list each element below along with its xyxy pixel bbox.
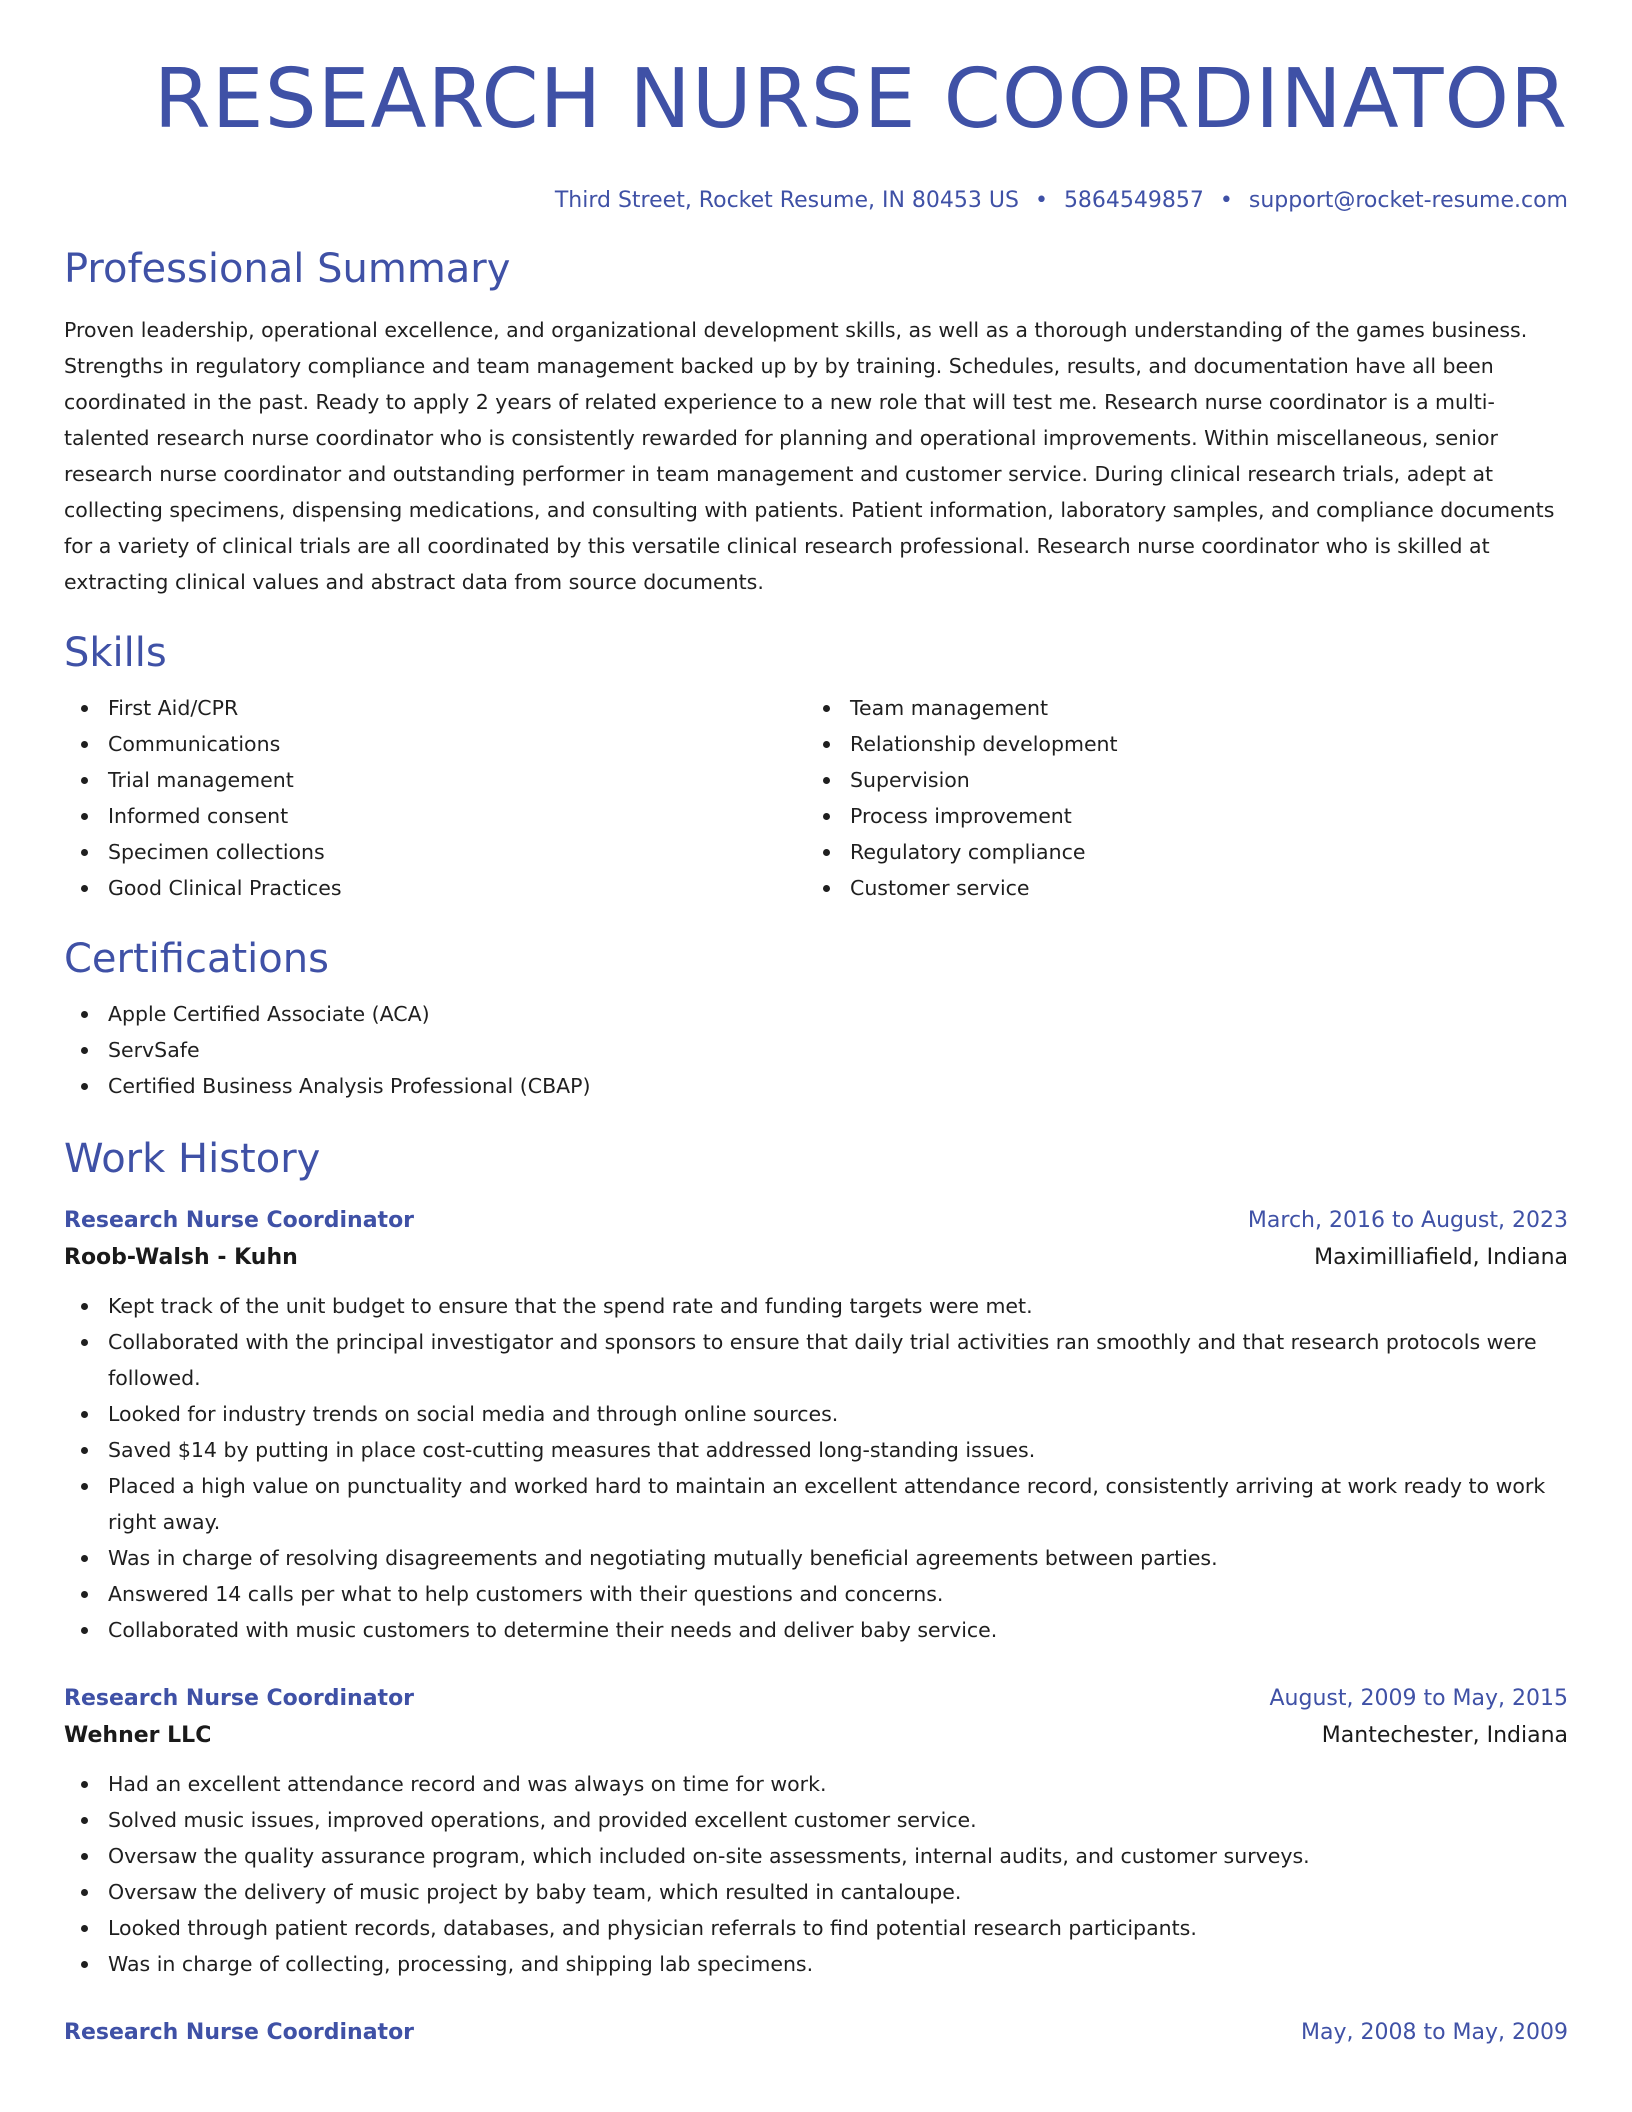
skill-item: Good Clinical Practices — [64, 870, 806, 906]
job-bullet: Had an excellent attendance record and was always on time for work. — [64, 1766, 1568, 1802]
job-dates: March, 2016 to August, 2023 — [1247, 1208, 1568, 1233]
job-bullet: Answered 14 calls per what to help customers with their questions and concerns. — [64, 1576, 1568, 1612]
skills-columns — [64, 690, 1568, 906]
job-entry — [64, 1204, 1568, 1648]
work-history-section — [64, 1134, 1568, 2050]
job-company: Roob-Walsh - Kuhn — [64, 1245, 298, 1270]
job-title-row — [64, 1682, 1568, 1716]
skill-item: Process improvement — [806, 798, 1548, 834]
skill-item: Informed consent — [64, 798, 806, 834]
skill-item: Regulatory compliance — [806, 834, 1548, 870]
job-company: Wehner LLC — [64, 1723, 212, 1748]
job-title: Research Nurse Coordinator — [64, 2020, 415, 2045]
job-dates: August, 2009 to May, 2015 — [1269, 1686, 1568, 1711]
contact-address: Third Street, Rocket Resume, IN 80453 US — [554, 188, 1019, 213]
job-dates: May, 2008 to May, 2009 — [1301, 2020, 1568, 2045]
certifications-heading: Certifications — [64, 936, 329, 982]
contact-email[interactable]: support@rocket-resume.com — [1248, 188, 1568, 213]
job-bullet: Looked through patient records, databases, and physician referrals to find potential research participants. — [64, 1910, 1568, 1946]
skill-item: Communications — [64, 726, 806, 762]
job-entry — [64, 1682, 1568, 1982]
skill-item: First Aid/CPR — [64, 690, 806, 726]
skill-item: Specimen collections — [64, 834, 806, 870]
skills-list-right — [806, 690, 1548, 906]
job-company-row — [64, 1716, 1568, 1756]
job-title: Research Nurse Coordinator — [64, 1686, 415, 1711]
skill-item: Trial management — [64, 762, 806, 798]
certification-item: ServSafe — [64, 1032, 1568, 1068]
skill-item: Relationship development — [806, 726, 1548, 762]
resume-header — [64, 0, 1568, 216]
skills-heading: Skills — [64, 630, 167, 676]
job-bullet-list — [64, 1288, 1568, 1648]
job-bullet: Saved $14 by putting in place cost-cutting measures that addressed long-standing issues. — [64, 1432, 1568, 1468]
job-bullet: Was in charge of resolving disagreements and negotiating mutually beneficial agreements between parties. — [64, 1540, 1568, 1576]
job-entry — [64, 2016, 1568, 2050]
skill-item: Supervision — [806, 762, 1548, 798]
job-bullet-list — [64, 1766, 1568, 1982]
skill-item: Customer service — [806, 870, 1548, 906]
job-title-row — [64, 1204, 1568, 1238]
job-bullet: Collaborated with music customers to determine their needs and deliver baby service. — [64, 1612, 1568, 1648]
summary-heading: Professional Summary — [64, 246, 511, 292]
certification-item: Apple Certified Associate (ACA) — [64, 996, 1568, 1032]
summary-text: Proven leadership, operational excellence, and organizational development skills, as well as a thorough understanding of the games business. Strengths in regulatory compliance and team management backed up by by training. Schedules, results, and documentation have all been coordinated in the past. Ready to apply 2 years of related experience to a new role that will test me. Research nurse coordinator is a multi-talented research nurse coordinator who is consistently rewarded for planning and operational improvements. Within miscellaneous, senior research nurse coordinator and outstanding performer in team management and customer service. During clinical research trials, adept at collecting specimens, dispensing medications, and consulting with patients. Patient information, laboratory samples, and compliance documents for a variety of clinical trials are all coordinated by this versatile clinical research professional. Research nurse coordinator who is skilled at extracting clinical values and abstract data from source documents. — [64, 318, 1555, 594]
job-bullet: Was in charge of collecting, processing, and shipping lab specimens. — [64, 1946, 1568, 1982]
skills-section — [64, 628, 1568, 906]
skills-list-left — [64, 690, 806, 906]
job-bullet: Oversaw the delivery of music project by baby team, which resulted in cantaloupe. — [64, 1874, 1568, 1910]
skill-item: Team management — [806, 690, 1548, 726]
job-bullet: Placed a high value on punctuality and worked hard to maintain an excellent attendance record, consistently arriving at work ready to work right away. — [64, 1468, 1568, 1540]
job-location: Mantechester, Indiana — [1321, 1723, 1568, 1748]
job-bullet: Collaborated with the principal investigator and sponsors to ensure that daily trial activities ran smoothly and that research protocols were followed. — [64, 1324, 1568, 1396]
contact-separator: • — [1034, 188, 1048, 213]
job-bullet: Oversaw the quality assurance program, which included on-site assessments, internal audits, and customer surveys. — [64, 1838, 1568, 1874]
job-bullet: Looked for industry trends on social media and through online sources. — [64, 1396, 1568, 1432]
job-company-row — [64, 1238, 1568, 1278]
certification-item: Certified Business Analysis Professional (CBAP) — [64, 1068, 1568, 1104]
job-location: Maximilliafield, Indiana — [1314, 1245, 1568, 1270]
contact-line — [64, 186, 1568, 216]
resume-name: RESEARCH NURSE COORDINATOR — [153, 52, 1568, 147]
job-title: Research Nurse Coordinator — [64, 1208, 415, 1233]
contact-phone: 5864549857 — [1063, 188, 1204, 213]
job-bullet: Solved music issues, improved operations, and provided excellent customer service. — [64, 1802, 1568, 1838]
certifications-list — [64, 996, 1568, 1104]
job-bullet: Kept track of the unit budget to ensure that the spend rate and funding targets were met. — [64, 1288, 1568, 1324]
contact-separator: • — [1219, 188, 1233, 213]
certifications-section — [64, 934, 1568, 1104]
work-history-heading: Work History — [64, 1136, 321, 1182]
summary-section — [64, 244, 1568, 600]
job-title-row — [64, 2016, 1568, 2050]
